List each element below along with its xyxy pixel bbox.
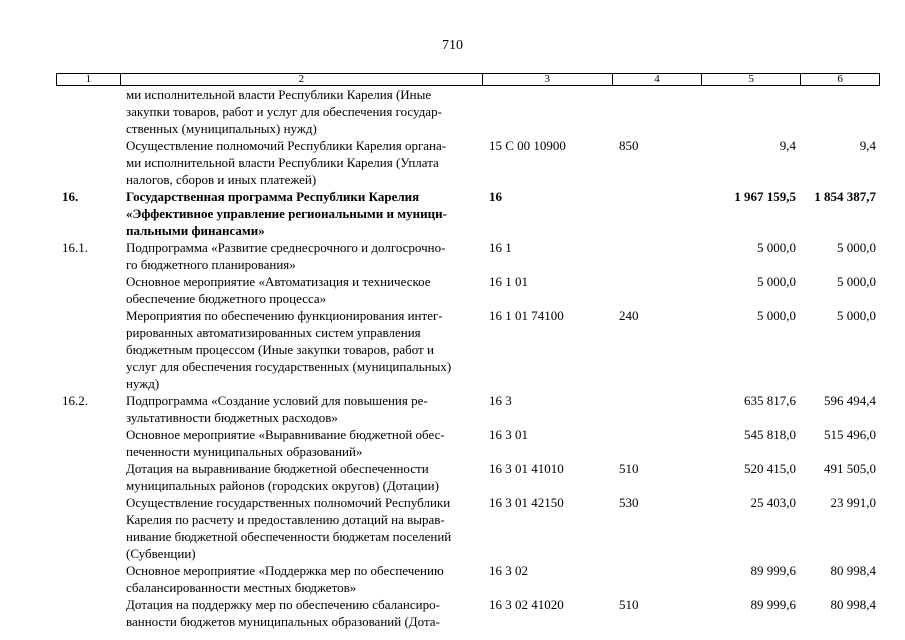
- row-name: Дотация на выравнивание бюджетной обеспеченности муниципальных районов (городских округов) (Дотации): [126, 461, 439, 493]
- row-number: [56, 562, 120, 596]
- row-code: 16: [489, 189, 502, 204]
- table-row: [56, 426, 880, 460]
- row-number: 16.: [62, 189, 79, 204]
- row-number: [56, 273, 120, 307]
- header-col-1: 1: [57, 74, 121, 85]
- header-col-2: 2: [121, 74, 483, 85]
- table-row: [56, 562, 880, 596]
- row-value-1: 25 403,0: [750, 495, 796, 510]
- row-number: [56, 494, 120, 562]
- table-header: [56, 73, 880, 86]
- row-value-2: 1 854 387,7: [814, 189, 876, 204]
- row-name: Основное мероприятие «Автоматизация и техническое обеспечение бюджетного процесса»: [126, 274, 431, 306]
- row-code: 16 3: [489, 393, 512, 408]
- table-row: [56, 392, 880, 426]
- row-value-1: 545 818,0: [744, 427, 796, 442]
- table-row: [56, 137, 880, 188]
- row-name: Основное мероприятие «Выравнивание бюджетной обес- печенности муниципальных образований»: [126, 427, 445, 459]
- table-row: [56, 307, 880, 392]
- row-value-2: 80 998,4: [830, 597, 876, 612]
- header-col-6: 6: [837, 73, 843, 85]
- table-row: [56, 239, 880, 273]
- row-value-1: 9,4: [779, 138, 796, 153]
- row-expense-type: 530: [619, 495, 639, 510]
- row-code: 16 1 01: [489, 274, 528, 289]
- row-value-2: [802, 86, 880, 137]
- row-value-1: 520 415,0: [744, 461, 796, 476]
- row-value-2: 5 000,0: [837, 240, 876, 255]
- row-expense-type: 240: [619, 308, 639, 323]
- row-expense-type: [613, 426, 703, 460]
- row-value-1: 89 999,6: [750, 597, 796, 612]
- row-name: ми исполнительной власти Республики Карелия (Иные закупки товаров, работ и услуг для обеспечения государ- ственных (муниципальных) нужд): [126, 87, 442, 136]
- table-row: [56, 188, 880, 239]
- row-value-1: 635 817,6: [744, 393, 796, 408]
- header-col-4: 4: [613, 74, 703, 85]
- row-expense-type: 510: [619, 597, 639, 612]
- row-name: Государственная программа Республики Карелия «Эффективное управление региональными и муници- пальными финансами»: [126, 189, 447, 238]
- row-value-1: 89 999,6: [750, 563, 796, 578]
- row-value-1: 5 000,0: [757, 240, 796, 255]
- row-name: Дотация на поддержку мер по обеспечению сбалансиро- ванности бюджетов муниципальных образований (Дота-: [126, 597, 440, 629]
- row-code: 16 1 01 74100: [489, 308, 564, 323]
- row-value-2: 596 494,4: [824, 393, 876, 408]
- row-code: 16 3 01 42150: [489, 495, 564, 510]
- row-value-2: 80 998,4: [830, 563, 876, 578]
- row-code: [483, 86, 613, 137]
- header-col-5: 5: [702, 74, 801, 85]
- row-number: [56, 460, 120, 494]
- row-expense-type: [613, 273, 703, 307]
- row-expense-type: 850: [619, 138, 639, 153]
- row-name: Подпрограмма «Создание условий для повышения ре- зультативности бюджетных расходов»: [126, 393, 428, 425]
- row-name: Осуществление полномочий Республики Карелия органа- ми исполнительной власти Республики Карелия (Уплата налогов, сборов и иных платежей): [126, 138, 447, 187]
- row-value-2: 515 496,0: [824, 427, 876, 442]
- row-value-2: 5 000,0: [837, 274, 876, 289]
- row-number: [56, 137, 120, 188]
- table-row: [56, 494, 880, 562]
- row-code: 16 3 01 41010: [489, 461, 564, 476]
- row-number: [56, 596, 120, 630]
- row-expense-type: [613, 562, 703, 596]
- row-expense-type: [613, 188, 703, 239]
- row-value-2: 23 991,0: [830, 495, 876, 510]
- row-name: Подпрограмма «Развитие среднесрочного и долгосрочно- го бюджетного планирования»: [126, 240, 446, 272]
- row-number: [56, 86, 120, 137]
- table-row: [56, 460, 880, 494]
- row-code: 16 1: [489, 240, 512, 255]
- row-expense-type: 510: [619, 461, 639, 476]
- row-expense-type: [613, 239, 703, 273]
- row-value-1: [703, 86, 802, 137]
- row-value-1: 5 000,0: [757, 274, 796, 289]
- row-name: Осуществление государственных полномочий Республики Карелия по расчету и предоставлению дотаций на вырав- нивание бюджетной обеспеченности бюджетам поселений (Субвенции): [126, 495, 452, 561]
- row-code: 16 3 02 41020: [489, 597, 564, 612]
- row-number: [56, 307, 120, 392]
- row-code: 15 С 00 10900: [489, 138, 566, 153]
- row-code: 16 3 01: [489, 427, 528, 442]
- row-number: 16.1.: [62, 240, 88, 255]
- table-body: [56, 86, 880, 630]
- row-name: Мероприятия по обеспечению функционирования интег- рированных автоматизированных систем управления бюджетным процессом (Иные закупки товаров, работ и услуг для обеспечения государственных (муниципальных) нужд): [126, 308, 452, 391]
- header-col-3: 3: [483, 74, 613, 85]
- row-value-2: 491 505,0: [824, 461, 876, 476]
- row-value-1: 1 967 159,5: [734, 189, 796, 204]
- page-number: 710: [442, 38, 463, 53]
- table-row: [56, 273, 880, 307]
- row-code: 16 3 02: [489, 563, 528, 578]
- row-value-1: 5 000,0: [757, 308, 796, 323]
- row-number: [56, 426, 120, 460]
- table-row: [56, 86, 880, 137]
- row-value-2: 5 000,0: [837, 308, 876, 323]
- row-expense-type: [613, 392, 703, 426]
- row-number: 16.2.: [62, 393, 88, 408]
- table-row: [56, 596, 880, 630]
- row-expense-type: [613, 86, 703, 137]
- row-name: Основное мероприятие «Поддержка мер по обеспечению сбалансированности местных бюджетов»: [126, 563, 444, 595]
- row-value-2: 9,4: [859, 138, 876, 153]
